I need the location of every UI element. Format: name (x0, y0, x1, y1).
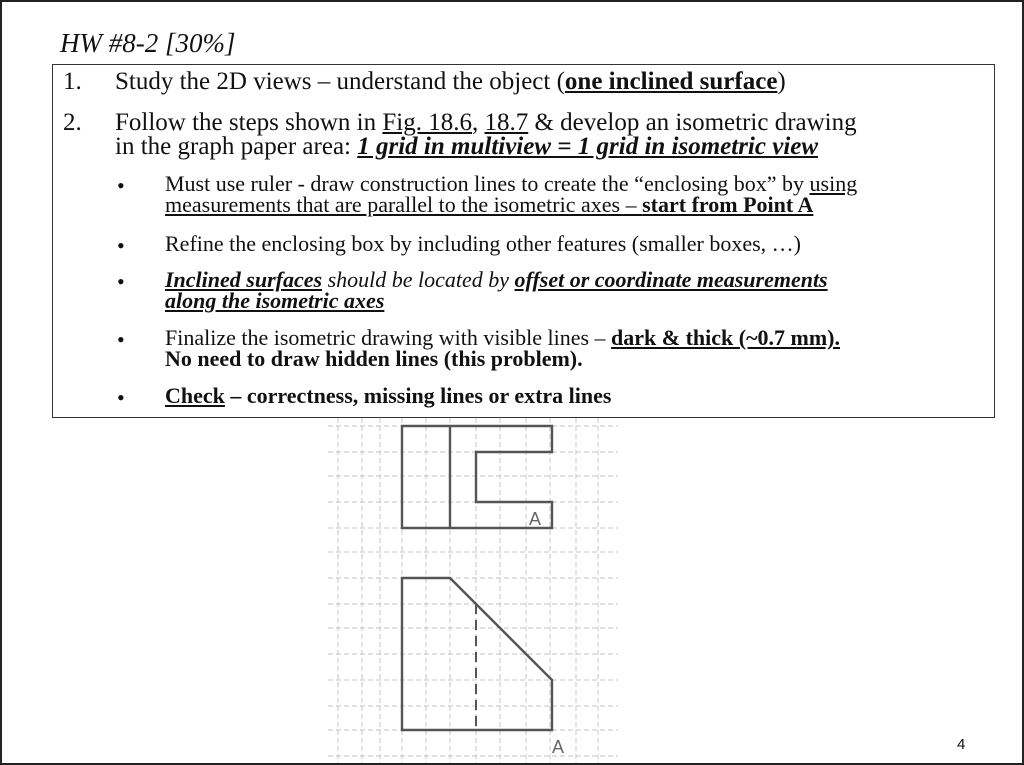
bullet-5-rest: – correctness, missing lines or extra lines (224, 383, 612, 408)
start-point-a: start from Point A (642, 192, 814, 217)
line-weight-emphasis: dark & thick (~0.7 mm). (611, 325, 841, 350)
bullet-1-line-1 (165, 173, 857, 194)
bullet-glyph: • (117, 385, 125, 410)
step-2-number: 2. (63, 109, 82, 136)
homework-title: HW #8-2 [30%] (60, 28, 236, 58)
bullet-3-mid: should be located by (322, 267, 515, 292)
instructions-box (52, 64, 995, 418)
bullet-4-line-2 (165, 348, 840, 369)
graph-paper-grid (328, 418, 618, 763)
inclined-surfaces-emphasis: Inclined surfaces (165, 267, 323, 292)
bullet-glyph: • (117, 233, 125, 258)
point-a-label-front: A (552, 737, 565, 757)
step-2-line1-post: & develop an isometric drawing (528, 109, 857, 136)
grid-scale-emphasis: 1 grid in multiview = 1 grid in isometric view (357, 133, 819, 160)
step-1-close: ) (777, 68, 786, 95)
bullet-1-line-2 (165, 194, 857, 215)
bullet-4-line-1 (165, 327, 840, 348)
fig-18-6-link: Fig. 18.6 (382, 109, 472, 136)
step-1-body: Study the 2D views – understand the object ( (115, 68, 565, 95)
no-hidden-lines: No need to draw hidden lines (this problem). (165, 346, 583, 371)
offset-measurements-emphasis: offset or coordinate measurements (514, 267, 828, 292)
bullet-2-text: Refine the enclosing box by including other features (smaller boxes, …) (165, 231, 801, 256)
bullet-1-underline: using (809, 171, 858, 196)
step-2-line2-pre: in the graph paper area: (115, 133, 358, 160)
check-emphasis: Check (165, 383, 225, 408)
bullet-4-text (165, 327, 840, 369)
bullet-1-measure: measurements that are parallel to the isometric axes – (165, 192, 643, 217)
step-2-line1-pre: Follow the steps shown in (115, 109, 383, 136)
bullet-glyph: • (117, 269, 125, 294)
step-2-text (115, 111, 857, 159)
step-1-text (115, 70, 786, 94)
step-2-comma: , (471, 109, 485, 136)
bullet-3-line-2 (165, 290, 828, 311)
step-1-emphasis: one inclined surface (564, 68, 778, 95)
bullet-glyph: • (117, 173, 125, 198)
fig-18-7-link: 18.7 (484, 109, 529, 136)
bullet-glyph: • (117, 327, 125, 352)
multiview-drawing (328, 418, 618, 763)
bullet-1-pre: Must use ruler - draw construction lines to create the “enclosing box” by (165, 171, 810, 196)
page-number: 4 (957, 736, 966, 753)
step-2-line-1 (115, 111, 857, 135)
point-a-label-top: A (529, 509, 542, 529)
bullet-3-text (165, 269, 828, 311)
step-2-line-2 (115, 135, 857, 159)
bullet-5-text (165, 385, 611, 406)
isometric-axes-emphasis: along the isometric axes (165, 288, 385, 313)
step-1-number: 1. (63, 68, 82, 95)
bullet-3-line-1 (165, 269, 828, 290)
bullet-4-pre: Finalize the isometric drawing with visible lines – (165, 325, 612, 350)
bullet-1-text (165, 173, 857, 215)
